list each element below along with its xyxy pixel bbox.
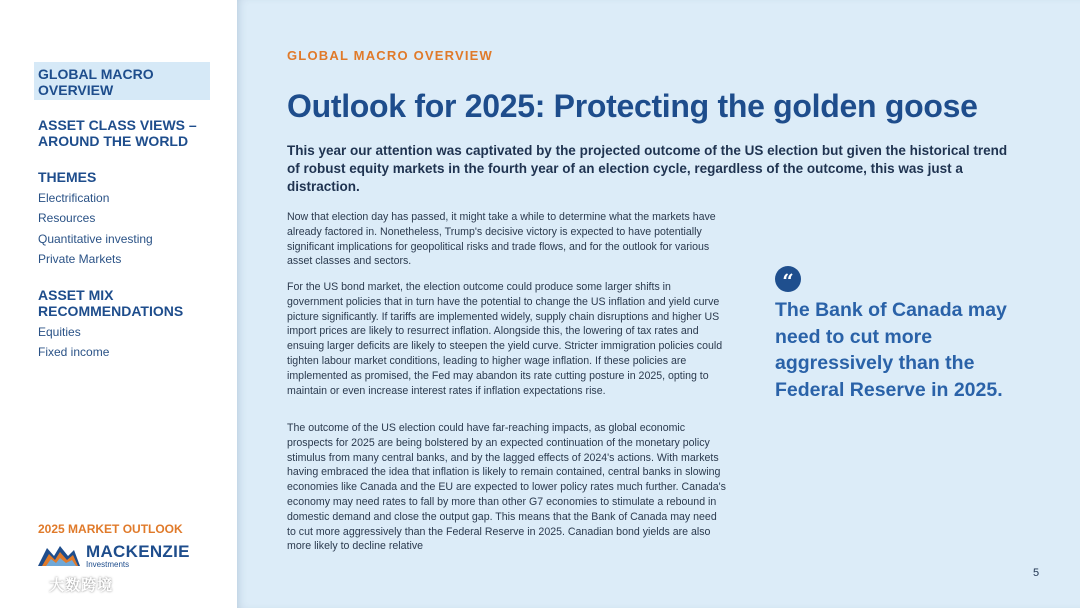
nav-label: OVERVIEW [38,82,114,98]
nav-label: ASSET MIX [38,287,114,303]
nav-item-fixed-income[interactable]: Fixed income [38,345,110,359]
page-title: Outlook for 2025: Protecting the golden goose [287,88,978,124]
nav-item-quantitative-investing[interactable]: Quantitative investing [38,232,153,246]
body-paragraph-3: The outcome of the US election could have far-reaching impacts, as global economic prospects for 2025 are being bolstered by an expected continuation of the monetary policy stimulus from many central banks, and by the lagged effects of 2024's actions. With markets having embraced the idea that inflation is likely to remain contained, central banks in slowing economies like Canada and the EU are expected to lower policy rates much further. Canada's economy may need rates to fall by more than other G7 economies to stimulate a rebound in domestic demand and close the output gap. This means that the Bank of Canada may need to cut more aggressively than the Federal Reserve in 2025. Canadian bond yields are also more likely to decline relative [287,422,726,553]
nav-label: RECOMMENDATIONS [38,303,184,319]
mountain-logo-icon [38,542,80,568]
nav-asset-mix-recommendations[interactable] [38,287,183,319]
market-outlook-label: 2025 MARKET OUTLOOK [38,522,183,536]
sidebar [0,0,237,608]
nav-asset-class-views[interactable] [38,117,197,149]
section-kicker: GLOBAL MACRO OVERVIEW [287,48,494,63]
watermark-logo-icon [10,577,44,595]
nav-item-electrification[interactable]: Electrification [38,191,110,205]
nav-item-resources[interactable]: Resources [38,211,96,225]
logo-name: MACKENZIE [86,542,190,561]
nav-item-private-markets[interactable]: Private Markets [38,252,122,266]
page-number: 5 [1033,567,1040,579]
nav-label: ASSET CLASS VIEWS – [38,117,197,133]
intro-paragraph: This year our attention was captivated by the projected outcome of the US election but given the historical trend of robust equity markets in the fourth year of an election cycle, regardless of the outcome, this was just a distraction. [287,143,1008,194]
nav-label: THEMES [38,169,97,185]
nav-label: AROUND THE WORLD [38,133,189,149]
body-paragraph-1: Now that election day has passed, it might take a while to determine what the markets have already factored in. Nonetheless, Trump's decisive victory is expected to have potentially significant implications for geopolitical risks and trade flows, and for the outlook for various asset classes and sectors. [287,211,716,268]
watermark [10,574,113,595]
nav-label: GLOBAL MACRO [38,66,154,82]
nav-global-macro-overview[interactable] [34,62,210,100]
body-paragraph-2: For the US bond market, the election outcome could produce some larger shifts in government policies that in turn have the potential to change the US inflation and yield curve picture significantly. If tariffs are implemented widely, supply chain disruptions and higher US import prices are likely to resurrect inflation. Alongside this, the lowering of tax rates and ensuing larger deficits are likely to steepen the yield curve. Stricter immigration policies could tighten labour market conditions, leading to higher wage inflation. If these policies are implemented as promised, the Fed may abandon its rate cutting posture in 2025, opting to maintain or even increase interest rates if inflation expectations rise. [287,281,723,397]
pull-quote: The Bank of Canada may need to cut more aggressively than the Federal Reserve in 2025. [775,299,1007,401]
logo-subtitle: Investments [86,560,130,569]
watermark-text: 大数跨境 [49,577,114,594]
mackenzie-logo [38,540,198,570]
nav-item-equities[interactable]: Equities [38,325,81,339]
nav-themes[interactable] [38,169,96,185]
quote-icon: “ [775,266,801,292]
